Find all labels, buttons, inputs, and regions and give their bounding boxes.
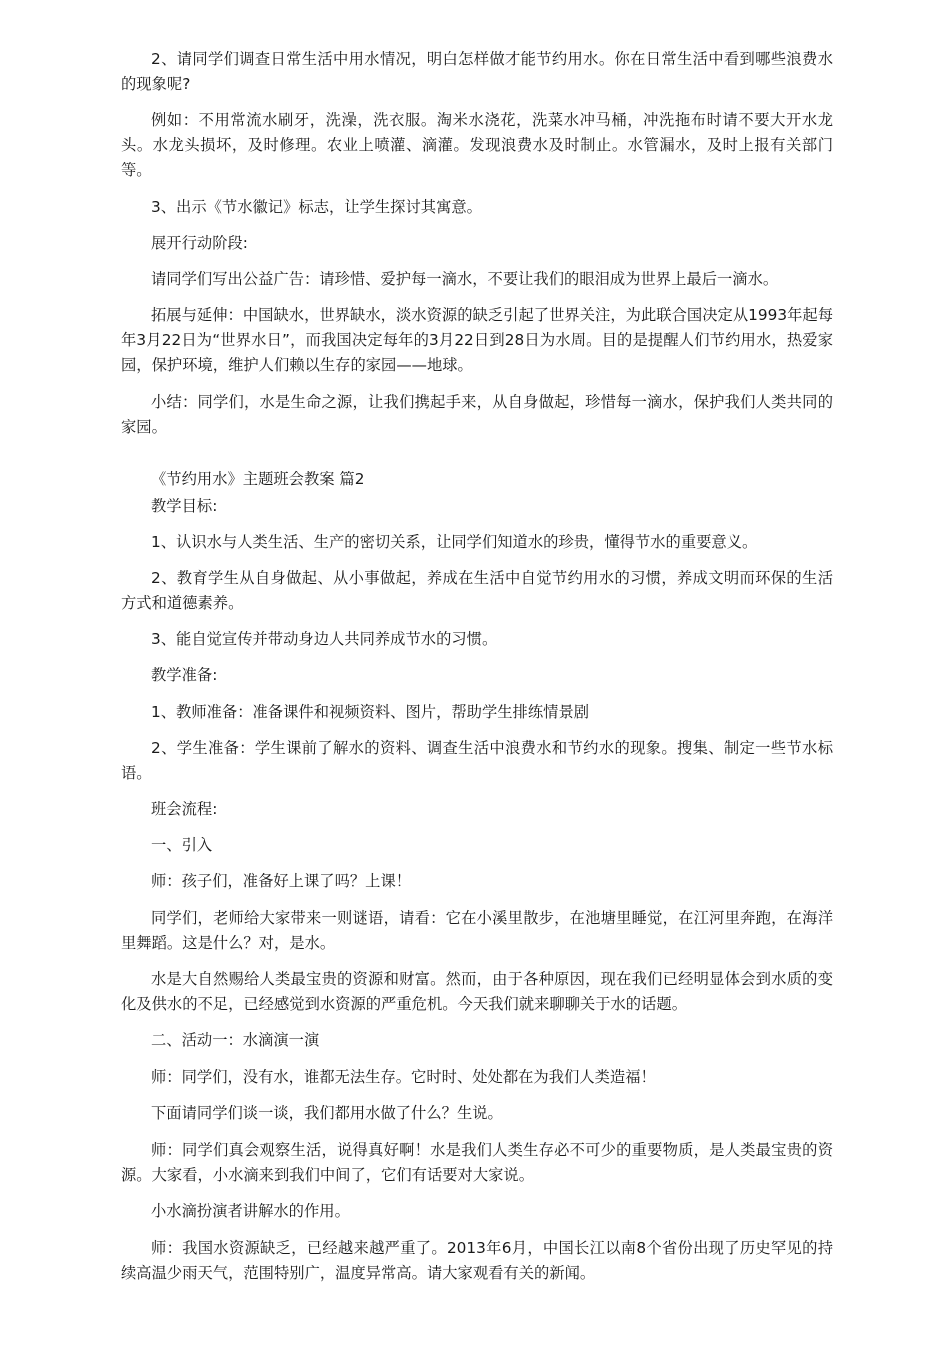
paragraph: 1、教师准备：准备课件和视频资料、图片，帮助学生排练情景剧 — [151, 703, 590, 721]
paragraph: 师：孩子们，准备好上课了吗？上课！ — [151, 872, 412, 890]
paragraph: 师：我国水资源缺乏，已经越来越严重了。2013年6月，中国长江以南8个省份出现了历史罕见的持续高温少雨天气，范围特别广，温度异常高。请大家观看有关的新闻。 — [121, 1239, 833, 1282]
paragraph: 一、引入 — [151, 836, 213, 854]
paragraph: 二、活动一：水滴演一演 — [151, 1031, 320, 1049]
paragraph: 同学们，老师给大家带来一则谜语，请看：它在小溪里散步，在池塘里睡觉，在江河里奔跑，在海洋里舞蹈。这是什么？对，是水。 — [121, 909, 833, 952]
paragraph: 水是大自然赐给人类最宝贵的资源和财富。然而，由于各种原因，现在我们已经明显体会到水质的变化及供水的不足，已经感觉到水资源的严重危机。今天我们就来聊聊关于水的话题。 — [121, 970, 833, 1013]
paragraph: 1、认识水与人类生活、生产的密切关系，让同学们知道水的珍贵，懂得节水的重要意义。 — [151, 533, 758, 551]
paragraph: 2、请同学们调查日常生活中用水情况，明白怎样做才能节约用水。你在日常生活中看到哪些浪费水的现象呢? — [121, 50, 833, 93]
paragraph: 2、学生准备：学生课前了解水的资料、调查生活中浪费水和节约水的现象。搜集、制定一些节水标语。 — [121, 739, 833, 782]
paragraph: 3、能自觉宣传并带动身边人共同养成节水的习惯。 — [151, 630, 498, 648]
section-title: 《节约用水》主题班会教案 篇2 — [151, 470, 365, 488]
paragraph: 师：同学们真会观察生活，说得真好啊！水是我们人类生存必不可少的重要物质，是人类最宝贵的资源。大家看，小水滴来到我们中间了，它们有话要对大家说。 — [121, 1141, 833, 1184]
paragraph: 教学目标: — [151, 497, 218, 515]
paragraph: 小结：同学们，水是生命之源，让我们携起手来，从自身做起，珍惜每一滴水，保护我们人类共同的家园。 — [121, 393, 833, 436]
paragraph: 拓展与延伸：中国缺水，世界缺水，淡水资源的缺乏引起了世界关注，为此联合国决定从1993年起每年3月22日为“世界水日”，而我国决定每年的3月22日到28日为水周。目的是提醒人们节约用水，热爱家园，保护环境，维护人们赖以生存的家园——地球。 — [121, 306, 833, 374]
paragraph: 班会流程: — [151, 800, 218, 818]
paragraph: 师：同学们，没有水，谁都无法生存。它时时、处处都在为我们人类造福！ — [151, 1068, 656, 1086]
paragraph: 2、教育学生从自身做起、从小事做起，养成在生活中自觉节约用水的习惯，养成文明而环保的生活方式和道德素养。 — [121, 569, 833, 612]
paragraph: 教学准备: — [151, 666, 218, 684]
paragraph: 3、出示《节水徽记》标志，让学生探讨其寓意。 — [151, 198, 482, 216]
paragraph: 请同学们写出公益广告：请珍惜、爱护每一滴水，不要让我们的眼泪成为世界上最后一滴水。 — [151, 270, 779, 288]
paragraph: 展开行动阶段: — [151, 234, 248, 252]
paragraph: 小水滴扮演者讲解水的作用。 — [151, 1202, 350, 1220]
paragraph: 下面请同学们谈一谈，我们都用水做了什么？生说。 — [151, 1104, 503, 1122]
paragraph: 例如：不用常流水刷牙，洗澡，洗衣服。淘米水浇花，洗菜水冲马桶，冲洗拖布时请不要大开水龙头。水龙头损坏，及时修理。农业上喷灌、滴灌。发现浪费水及时制止。水管漏水，及时上报有关部门等。 — [121, 111, 833, 179]
